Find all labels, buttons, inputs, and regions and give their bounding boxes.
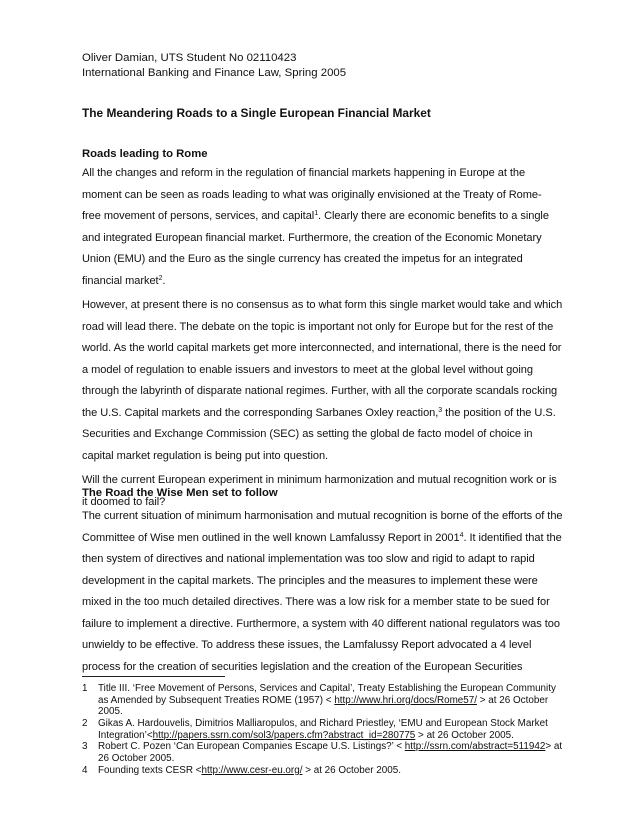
footnote-4: 4 Founding texts CESR <http://www.cesr-eu.org/ > at 26 October 2005. (82, 765, 401, 776)
footnote-ref-3[interactable]: 3 (438, 406, 443, 414)
author-header (82, 51, 562, 81)
author-line: Oliver Damian, UTS Student No 02110423 (82, 52, 297, 64)
body-text-part2 (82, 506, 563, 678)
footnote-ref-2[interactable]: 2 (158, 274, 163, 282)
footnote-3: 3 Robert C. Pozen ‘Can European Companies Escape U.S. Listings?’ < http://ssrn.com/abstract=511942> at 26 October 2005. (82, 741, 563, 764)
footnote-1: 1 Title III. ‘Free Movement of Persons, Services and Capital’, Treaty Establishing the European Community as Amended by Subsequent Treaties ROME (1957) < http://www.hri.org/docs/Rome57/ > at 26 October 2005. (82, 683, 556, 718)
paragraph-2: However, at present there is no consensus as to what form this single market would take and which road will lead there. The debate on the topic is important not only for Europe but for the rest of the world. As the world capital markets get more interconnected, and international, there is the need for a model of regulation to enable issuers and investors to meet at the global level without going through the labyrinth of disparate national regimes. Further, with all the corporate scandals rocking the U.S. Capital markets and the corresponding Sarbanes Oxley reaction,$^3$ the position of the U.S. Securities and Exchange Commission (SEC) as setting the global de facto model of choice in capital market regulation is being put into question. (82, 299, 563, 462)
course-line: International Banking and Finance Law, Spring 2005 (82, 67, 347, 79)
footnote-2: 2 Gikas A. Hardouvelis, Dimitrios Malliaropulos, and Richard Priestley, ‘EMU and European Stock Market Integration’<http://papers.ssrn.com/sol3/papers.cfm?abstract_id=280775 > at 26 October 2005. (82, 718, 548, 741)
paragraph-3: Will the current European experiment in minimum harmonization and mutual recognition work or is it doomed to fail? (82, 474, 557, 508)
paragraph-4: The current situation of minimum harmonisation and mutual recognition is borne of the efforts of the Committee of Wise men outlined in the well known Lamfalussy Report in 2001$^4$. It identified that the then system of directives and national implementation was too slow and rigid to adapt to rapid development in the capital markets. The principles and the measures to implement these were mixed in the too much detailed directives. There was a low risk for a member state to be sued for failure to implement a directive. Furthermore, a system with 40 different national regulators was too unwieldy to be effective. To address these issues, the Lamfalussy Report advocated a 4 level process for the creation of securities legislation and the creation of the European Securities (82, 510, 563, 673)
document-title: The Meandering Roads to a Single European Financial Market (82, 106, 431, 120)
footnote-link[interactable]: http://www.cesr-eu.org/ (201, 765, 303, 776)
body-text-part1 (82, 163, 563, 513)
footnote-link[interactable]: http://ssrn.com/abstract=511942 (404, 741, 546, 752)
footnote-link[interactable]: http://www.hri.org/docs/Rome57/ (334, 694, 478, 706)
footnote-ref-4[interactable]: 4 (459, 531, 464, 539)
footnote-divider (82, 676, 225, 677)
footnote-ref-1[interactable]: 1 (314, 210, 319, 217)
section-heading-wise-men: The Road the Wise Men set to follow (82, 487, 278, 499)
footnote-link[interactable]: http://papers.ssrn.com/sol3/papers.cfm?abstract_id=280775 (152, 729, 416, 741)
paragraph-1: All the changes and reform in the regulation of financial markets happening in Europe at the moment can be seen as roads leading to what was originally envisioned at the Treaty of Rome- free movement of persons, services, and capital$^1$. Clearly there are economic benefits to a single and integrated European financial market. Furthermore, the creation of the Economic Monetary Union (EMU) and the Euro as the single currency has created the impetus for an integrated financial market$^2$. (82, 167, 549, 287)
section-heading-roads-to-rome: Roads leading to Rome (82, 148, 208, 160)
